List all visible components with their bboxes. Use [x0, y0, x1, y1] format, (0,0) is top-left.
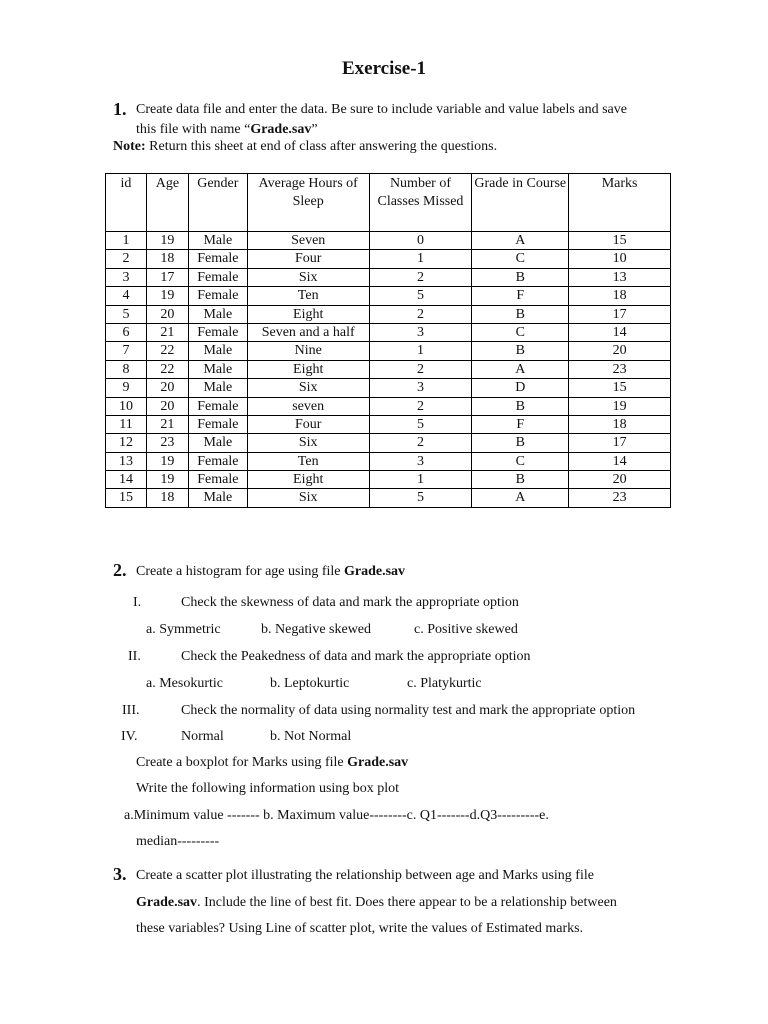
cell-grade: B — [472, 305, 569, 323]
cell-grade: D — [472, 379, 569, 397]
cell-sleep: Nine — [247, 342, 369, 360]
cell-grade: A — [472, 489, 569, 507]
question-1-number: 1. — [113, 99, 127, 119]
cell-age: 20 — [146, 305, 188, 323]
cell-marks: 14 — [569, 323, 671, 341]
table-row — [106, 434, 671, 452]
cell-marks: 18 — [569, 287, 671, 305]
file-name: Grade.sav — [250, 122, 312, 137]
cell-grade: A — [472, 232, 569, 250]
cell-gender: Male — [188, 434, 247, 452]
cell-sleep: Ten — [247, 452, 369, 470]
cell-id: 7 — [106, 342, 147, 360]
header-classes-missed: Number of Classes Missed — [369, 174, 472, 232]
cell-gender: Female — [188, 287, 247, 305]
item-roman: I. — [133, 595, 142, 610]
note-text: Return this sheet at end of class after answering the questions. — [145, 139, 498, 154]
note-label: Note: — [113, 139, 146, 154]
cell-marks: 23 — [569, 489, 671, 507]
cell-sleep: Six — [247, 489, 369, 507]
file-name: Grade.sav — [347, 755, 409, 770]
cell-id: 4 — [106, 287, 147, 305]
file-name: Grade.sav — [136, 895, 198, 910]
cell-age: 22 — [146, 342, 188, 360]
table-row — [106, 287, 671, 305]
cell-age: 19 — [146, 471, 188, 489]
note — [113, 137, 497, 157]
cell-sleep: Six — [247, 379, 369, 397]
header-grade: Grade in Course — [472, 174, 569, 232]
cell-sleep: Eight — [247, 360, 369, 378]
cell-sleep: Seven and a half — [247, 323, 369, 341]
table-row — [106, 323, 671, 341]
cell-age: 19 — [146, 287, 188, 305]
cell-age: 21 — [146, 323, 188, 341]
cell-marks: 18 — [569, 415, 671, 433]
cell-classes-missed: 5 — [369, 489, 472, 507]
file-name: Grade.sav — [343, 564, 406, 579]
cell-age: 21 — [146, 415, 188, 433]
question-2-number: 2. — [113, 560, 127, 580]
cell-age: 20 — [146, 397, 188, 415]
cell-age: 23 — [146, 434, 188, 452]
cell-age: 18 — [146, 250, 188, 268]
cell-classes-missed: 3 — [369, 323, 472, 341]
cell-marks: 19 — [569, 397, 671, 415]
header-marks: Marks — [569, 174, 671, 232]
cell-marks: 20 — [569, 342, 671, 360]
table-row — [106, 360, 671, 378]
cell-sleep: Six — [247, 434, 369, 452]
cell-grade: C — [472, 323, 569, 341]
cell-classes-missed: 5 — [369, 415, 472, 433]
cell-marks: 15 — [569, 232, 671, 250]
table-row — [106, 232, 671, 250]
cell-age: 20 — [146, 379, 188, 397]
cell-id: 5 — [106, 305, 147, 323]
cell-grade: B — [472, 434, 569, 452]
cell-grade: B — [472, 397, 569, 415]
skew-option-a: a. Symmetric — [146, 622, 221, 637]
question-3-line-2: Grade.sav. Include the line of best fit. Does there appear to be a relationship between — [136, 895, 617, 910]
cell-id: 10 — [106, 397, 147, 415]
header-gender: Gender — [188, 174, 247, 232]
cell-gender: Female — [188, 415, 247, 433]
cell-id: 12 — [106, 434, 147, 452]
cell-marks: 23 — [569, 360, 671, 378]
cell-gender: Female — [188, 471, 247, 489]
cell-gender: Male — [188, 232, 247, 250]
item-roman: II. — [128, 649, 141, 664]
cell-sleep: Eight — [247, 305, 369, 323]
table-row — [106, 379, 671, 397]
cell-marks: 15 — [569, 379, 671, 397]
item-text: Check the Peakedness of data and mark the appropriate option — [181, 649, 531, 664]
cell-sleep: Four — [247, 415, 369, 433]
cell-id: 2 — [106, 250, 147, 268]
cell-grade: C — [472, 452, 569, 470]
cell-id: 3 — [106, 268, 147, 286]
table-row — [106, 305, 671, 323]
cell-grade: C — [472, 250, 569, 268]
cell-classes-missed: 3 — [369, 379, 472, 397]
question-2-intro: Create a histogram for age using file Grade.sav — [136, 564, 406, 579]
header-sleep: Average Hours of Sleep — [247, 174, 369, 232]
question-1-line-1: Create data file and enter the data. Be sure to include variable and value labels and save — [136, 102, 627, 117]
boxplot-blanks-line-1: a.Minimum value ------- b. Maximum value--------c. Q1-------d.Q3---------e. — [124, 808, 549, 823]
cell-age: 19 — [146, 232, 188, 250]
cell-grade: A — [472, 360, 569, 378]
cell-marks: 10 — [569, 250, 671, 268]
cell-gender: Female — [188, 323, 247, 341]
cell-classes-missed: 2 — [369, 434, 472, 452]
boxplot-info: Write the following information using box plot — [136, 781, 400, 796]
cell-marks: 14 — [569, 452, 671, 470]
cell-marks: 20 — [569, 471, 671, 489]
cell-grade: B — [472, 471, 569, 489]
cell-id: 6 — [106, 323, 147, 341]
table-row — [106, 342, 671, 360]
cell-marks: 17 — [569, 434, 671, 452]
cell-gender: Female — [188, 452, 247, 470]
skew-option-b: b. Negative skewed — [261, 622, 372, 637]
page-title: Exercise-1 — [341, 58, 427, 79]
cell-gender: Male — [188, 360, 247, 378]
cell-sleep: Eight — [247, 471, 369, 489]
cell-grade: F — [472, 287, 569, 305]
table-row — [106, 471, 671, 489]
cell-id: 13 — [106, 452, 147, 470]
table-header-row — [106, 174, 671, 232]
question-3-line-1: Create a scatter plot illustrating the relationship between age and Marks using file — [136, 868, 594, 883]
cell-classes-missed: 2 — [369, 268, 472, 286]
cell-id: 1 — [106, 232, 147, 250]
cell-age: 19 — [146, 452, 188, 470]
cell-classes-missed: 1 — [369, 471, 472, 489]
cell-classes-missed: 1 — [369, 342, 472, 360]
question-3-number: 3. — [113, 864, 127, 884]
header-id: id — [106, 174, 147, 232]
cell-classes-missed: 2 — [369, 305, 472, 323]
cell-classes-missed: 5 — [369, 287, 472, 305]
cell-gender: Male — [188, 342, 247, 360]
cell-gender: Male — [188, 379, 247, 397]
cell-classes-missed: 3 — [369, 452, 472, 470]
table-row — [106, 452, 671, 470]
cell-gender: Female — [188, 268, 247, 286]
cell-gender: Male — [188, 489, 247, 507]
peak-option-a: a. Mesokurtic — [146, 676, 223, 691]
peak-option-c: c. Platykurtic — [407, 676, 482, 691]
cell-grade: F — [472, 415, 569, 433]
item-text: Check the skewness of data and mark the appropriate option — [181, 595, 519, 610]
cell-sleep: Ten — [247, 287, 369, 305]
cell-marks: 17 — [569, 305, 671, 323]
peak-option-b: b. Leptokurtic — [270, 676, 350, 691]
cell-age: 17 — [146, 268, 188, 286]
data-table — [105, 173, 671, 508]
boxplot-instruction: Create a boxplot for Marks using file Grade.sav — [136, 755, 409, 770]
cell-grade: B — [472, 268, 569, 286]
item-roman: III. — [122, 703, 140, 718]
cell-id: 11 — [106, 415, 147, 433]
cell-marks: 13 — [569, 268, 671, 286]
cell-id: 8 — [106, 360, 147, 378]
cell-classes-missed: 1 — [369, 250, 472, 268]
cell-gender: Female — [188, 250, 247, 268]
cell-id: 14 — [106, 471, 147, 489]
cell-gender: Male — [188, 305, 247, 323]
cell-gender: Female — [188, 397, 247, 415]
cell-classes-missed: 0 — [369, 232, 472, 250]
boxplot-blanks-line-2: median--------- — [136, 834, 220, 849]
cell-sleep: Seven — [247, 232, 369, 250]
table-row — [106, 268, 671, 286]
table-row — [106, 397, 671, 415]
header-age: Age — [146, 174, 188, 232]
cell-sleep: seven — [247, 397, 369, 415]
item-roman: IV. — [121, 729, 138, 744]
question-1-line-2: this file with name “Grade.sav” — [136, 122, 318, 137]
item-text: Check the normality of data using normality test and mark the appropriate option — [181, 703, 636, 718]
question-3-line-3: these variables? Using Line of scatter plot, write the values of Estimated marks. — [136, 921, 584, 936]
cell-id: 15 — [106, 489, 147, 507]
table-row — [106, 415, 671, 433]
skew-option-c: c. Positive skewed — [414, 622, 518, 637]
cell-sleep: Six — [247, 268, 369, 286]
cell-sleep: Four — [247, 250, 369, 268]
normal-option-a: Normal — [181, 729, 224, 744]
cell-classes-missed: 2 — [369, 397, 472, 415]
cell-age: 22 — [146, 360, 188, 378]
table-row — [106, 489, 671, 507]
normal-option-b: b. Not Normal — [270, 729, 352, 744]
cell-age: 18 — [146, 489, 188, 507]
cell-grade: B — [472, 342, 569, 360]
cell-id: 9 — [106, 379, 147, 397]
table-row — [106, 250, 671, 268]
cell-classes-missed: 2 — [369, 360, 472, 378]
